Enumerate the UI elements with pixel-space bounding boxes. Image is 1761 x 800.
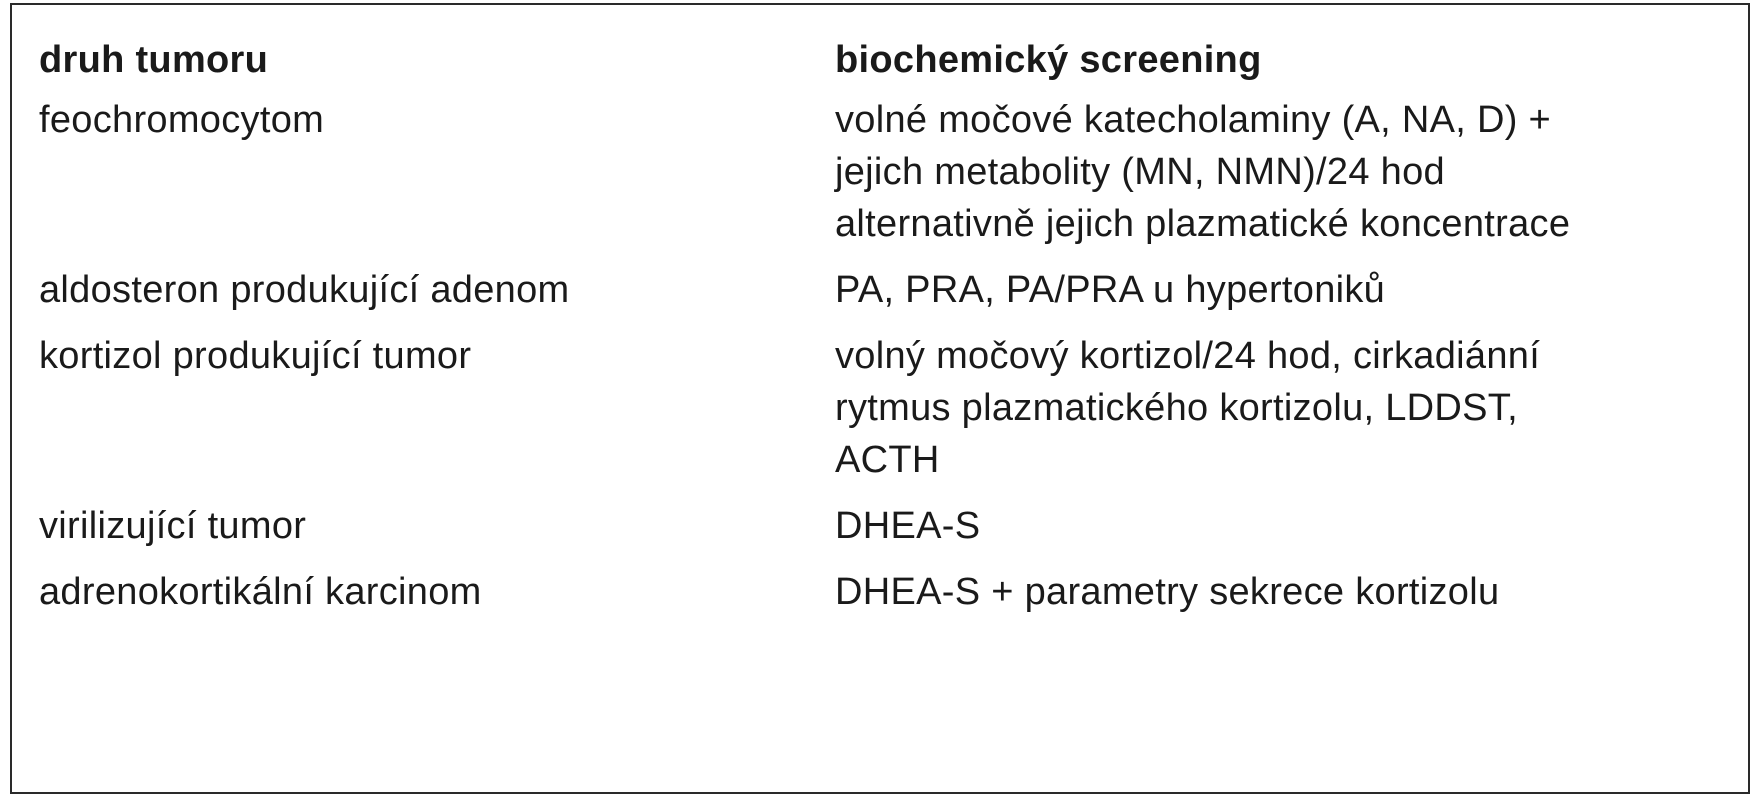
tumor-cell: feochromocytom xyxy=(39,99,325,141)
tumor-cell: virilizující tumor xyxy=(39,505,307,547)
screening-cell: DHEA-S + parametry sekrece kortizolu xyxy=(835,571,1500,613)
tumor-cell: kortizol produkující tumor xyxy=(39,335,472,377)
screening-cell: volné močové katecholaminy (A, NA, D) + jejich metabolity (MN, NMN)/24 hod alternativně jejich plazmatické koncentrace xyxy=(835,99,1571,245)
header-tumor-type: druh tumoru xyxy=(39,39,269,81)
table-row xyxy=(27,94,1727,264)
table-row xyxy=(27,330,1727,500)
screening-cell: PA, PRA, PA/PRA u hypertoniků xyxy=(835,269,1386,311)
table-row xyxy=(27,264,1727,330)
header-biochemical-screening: biochemický screening xyxy=(835,39,1262,81)
table-row xyxy=(27,566,1727,632)
tumor-cell: adrenokortikální karcinom xyxy=(39,571,482,613)
table-header-row xyxy=(27,34,1727,94)
table-row xyxy=(27,500,1727,566)
screening-cell: DHEA-S xyxy=(835,505,981,547)
tumor-cell: aldosteron produkující adenom xyxy=(39,269,570,311)
screening-cell: volný močový kortizol/24 hod, cirkadiánní rytmus plazmatického kortizolu, LDDST, ACTH xyxy=(835,335,1541,481)
screening-table xyxy=(27,34,1727,632)
